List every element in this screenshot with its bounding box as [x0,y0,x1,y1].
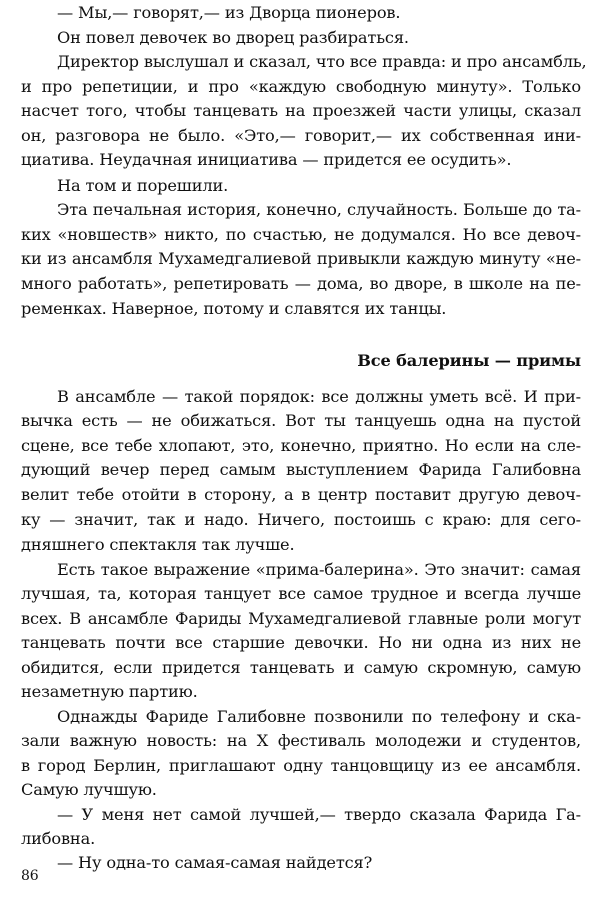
text-line: насчет того, чтобы танцевать на проезжей части улицы, сказал [21,101,581,120]
text-line: Эта печальная история, конечно, случайность. Больше до та- [57,200,581,219]
text-line: Самую лучшую. [21,780,157,799]
text-line: Директор выслушал и сказал, что все правда: и про ансамбль, [57,52,587,71]
text-line: всех. В ансамбле Фариды Мухамедгалиевой главные роли могут [21,609,581,628]
text-line: — Мы,— говорят,— из Дворца пионеров. [57,3,401,22]
text-line: танцевать почти все старшие девочки. Но ни одна из них не [21,633,581,652]
text-line: обидится, если придется танцевать и самую скромную, самую [21,658,581,677]
section-heading: Все балерины — примы [357,351,581,370]
text-line: и про репетиции, и про «каждую свободную минуту». Только [21,77,581,96]
text-line: сцене, все тебе хлопают, это, конечно, приятно. Но если на сле- [21,436,581,455]
text-line: незаметную партию. [21,682,198,701]
text-line: вычка есть — не обижаться. Вот ты танцуешь одна на пустой [21,411,581,430]
text-line: в город Берлин, приглашают одну танцовщицу из ее ансамбля. [21,756,581,775]
text-line: ки из ансамбля Мухамедгалиевой привыкли каждую минуту «не- [21,249,581,268]
text-line: лучшая, та, которая танцует все самое трудное и всегда лучше [21,584,581,603]
page-number: 86 [21,868,39,884]
text-line: много работать», репетировать — дома, во дворе, в школе на пе- [21,274,581,293]
text-line: дняшнего спектакля так лучше. [21,535,295,554]
text-line: он, разговора не было. «Это,— говорит,— их собственная ини- [21,126,581,145]
text-line: — Ну одна-то самая-самая найдется? [57,853,373,872]
text-line: либовна. [21,829,96,848]
text-line: циатива. Неудачная инициатива — придется ее осудить». [21,150,512,169]
text-line: ких «новшеств» никто, по счастью, не додумался. Но все девоч- [21,225,581,244]
text-line: велит тебе отойти в сторону, а в центр поставит другую девоч- [21,485,581,504]
text-line: Однажды Фариде Галибовне позвонили по телефону и ска- [57,707,581,726]
text-line: На том и порешили. [57,176,229,195]
text-line: ку — значит, так и надо. Ничего, постоишь с краю: для сего- [21,510,581,529]
text-line: Есть такое выражение «прима-балерина». Это значит: самая [57,560,581,579]
text-line: — У меня нет самой лучшей,— твердо сказала Фарида Га- [57,805,581,824]
text-line: зали важную новость: на X фестиваль молодежи и студентов, [21,731,581,750]
text-line: дующий вечер перед самым выступлением Фарида Галибовна [21,460,581,479]
text-line: В ансамбле — такой порядок: все должны уметь всё. И при- [57,387,581,406]
text-line: Он повел девочек во дворец разбираться. [57,28,409,47]
text-line: ременках. Наверное, потому и славятся их танцы. [21,299,447,318]
